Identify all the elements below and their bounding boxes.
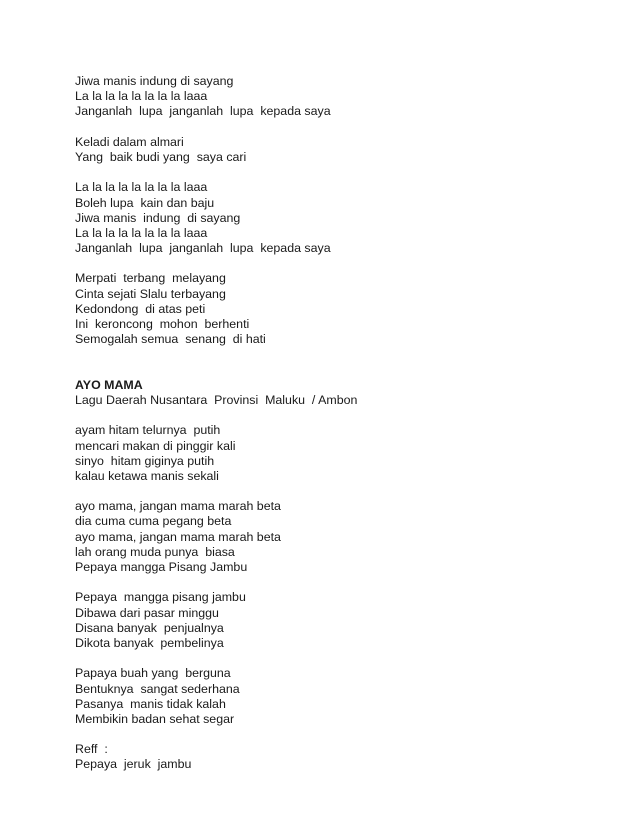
stanza-3 — [75, 180, 615, 256]
lyric-line: mencari makan di pinggir kali — [75, 438, 236, 453]
lyric-line: sinyo hitam giginya putih — [75, 453, 215, 468]
lyrics-content — [75, 74, 615, 788]
stanza-7 — [75, 590, 615, 651]
lyric-line: Membikin badan sehat segar — [75, 711, 235, 726]
lyric-line: Pepaya mangga pisang jambu — [75, 590, 246, 605]
lyric-line: Semogalah semua senang di hati — [75, 332, 266, 347]
lyric-line: Reff : — [75, 742, 108, 757]
stanza-8 — [75, 666, 615, 727]
stanza-2 — [75, 135, 615, 165]
lyric-line: La la la la la la la la laaa — [75, 225, 208, 240]
lyric-line: Janganlah lupa janganlah lupa kepada saya — [75, 241, 331, 256]
lyric-line: Kedondong di atas peti — [75, 301, 206, 316]
stanza-9 — [75, 742, 615, 772]
lyric-line: Yang baik budi yang saya cari — [75, 149, 247, 164]
lyric-line: Keladi dalam almari — [75, 134, 184, 149]
lyric-line: Pepaya jeruk jambu — [75, 757, 192, 772]
lyric-line: Pasanya manis tidak kalah — [75, 696, 226, 711]
stanza-1 — [75, 74, 615, 120]
lyric-line: dia cuma cuma pegang beta — [75, 514, 232, 529]
lyric-line: Ini keroncong mohon berhenti — [75, 317, 250, 331]
lyric-line: kalau ketawa manis sekali — [75, 468, 219, 483]
lyric-line: ayo mama, jangan mama marah beta — [75, 529, 281, 544]
song-subtitle: Lagu Daerah Nusantara Provinsi Maluku / Ambon — [75, 392, 358, 407]
lyric-line: ayo mama, jangan mama marah beta — [75, 499, 281, 514]
lyric-line: Disana banyak penjualnya — [75, 620, 224, 635]
lyric-line: Merpati terbang melayang — [75, 271, 226, 286]
lyric-line: Boleh lupa kain dan baju — [75, 195, 215, 210]
song-heading — [75, 378, 615, 408]
lyric-line: Cinta sejati Slalu terbayang — [75, 286, 226, 301]
lyric-line: Papaya buah yang berguna — [75, 666, 231, 681]
stanza-5 — [75, 423, 615, 484]
lyric-line: La la la la la la la la laaa — [75, 89, 208, 104]
lyric-line: La la la la la la la la laaa — [75, 180, 208, 195]
lyric-line: Pepaya mangga Pisang Jambu — [75, 560, 248, 575]
stanza-6 — [75, 499, 615, 575]
lyric-line: ayam hitam telurnya putih — [75, 423, 221, 438]
song-title: AYO MAMA — [75, 377, 143, 392]
lyric-line: lah orang muda punya biasa — [75, 544, 235, 559]
stanza-4 — [75, 271, 615, 347]
lyric-line: Jiwa manis indung di sayang — [75, 74, 234, 88]
lyric-line: Dikota banyak pembelinya — [75, 635, 224, 650]
lyric-line: Jiwa manis indung di sayang — [75, 210, 241, 225]
lyric-line: Janganlah lupa janganlah lupa kepada saya — [75, 104, 331, 119]
lyric-line: Bentuknya sangat sederhana — [75, 681, 240, 696]
lyric-line: Dibawa dari pasar minggu — [75, 605, 219, 620]
